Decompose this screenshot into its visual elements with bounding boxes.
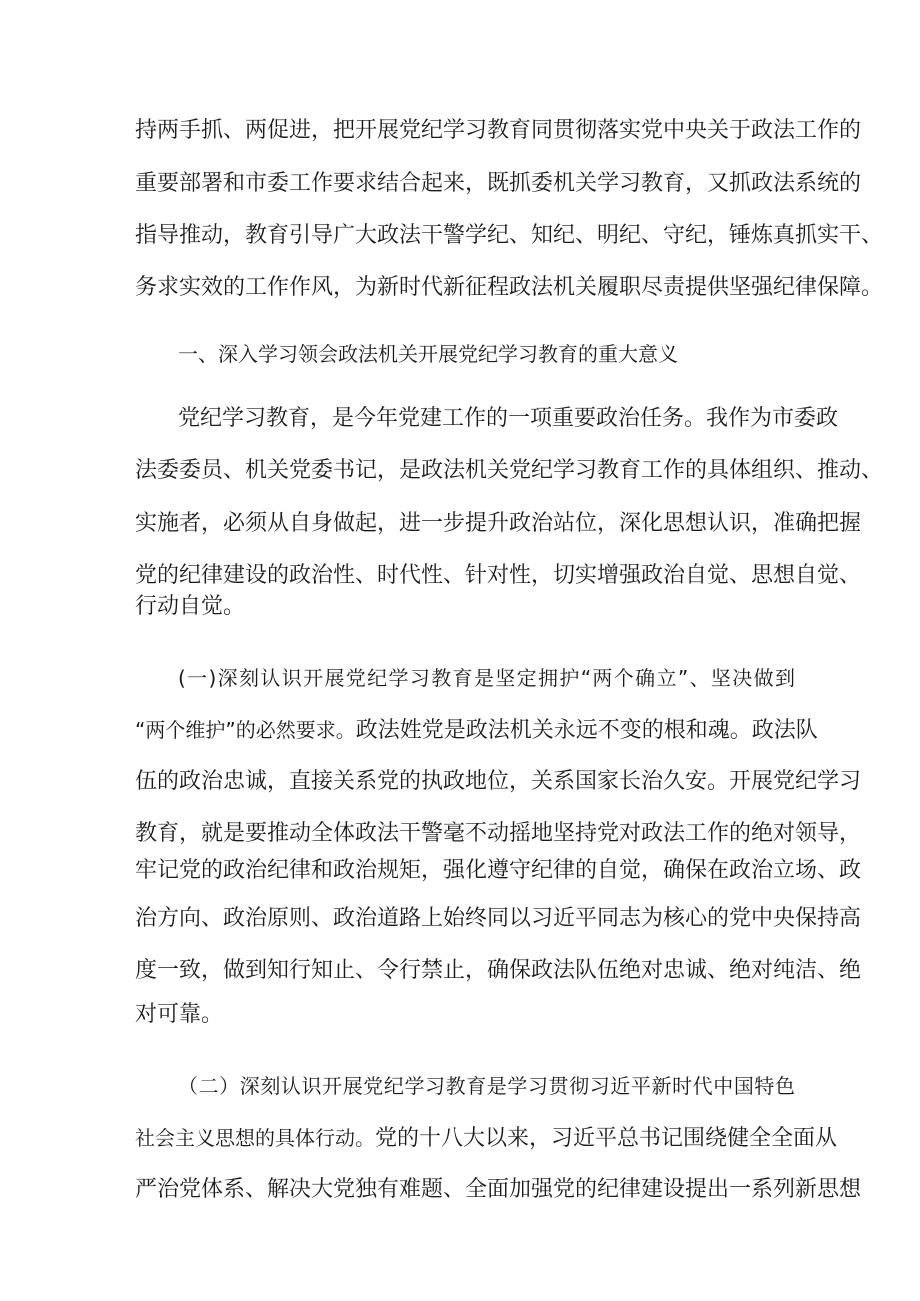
section-heading: 一、深入学习领会政法机关开展党纪学习教育的重大意义: [178, 342, 678, 366]
text-line: 度一致，做到知行知止、令行禁止，确保政法队伍绝对忠诚、绝对纯洁、绝: [135, 958, 862, 983]
text-span: 政法姓党是政法机关永远不变的根和魂。政法队: [355, 718, 818, 743]
subsection-lead-line: （二）深刻认识开展党纪学习教育是学习贯彻习近平新时代中国特色: [178, 1074, 795, 1098]
text-line: 教育，就是要推动全体政法干警毫不动摇地坚持党对政法工作的绝对领导，: [135, 821, 862, 846]
text-line: 法委委员、机关党委书记，是政法机关党纪学习教育工作的具体组织、推动、: [135, 458, 884, 483]
text-line: [135, 1124, 838, 1152]
text-line: 党纪学习教育，是今年党建工作的一项重要政治任务。我作为市委政: [178, 406, 839, 431]
text-line: 牢记党的政治纪律和政治规矩，强化遵守纪律的自觉，确保在政治立场、政: [135, 858, 862, 883]
text-line: 重要部署和市委工作要求结合起来，既抓委机关学习教育，又抓政法系统的: [135, 171, 862, 196]
subsection-lead-line: (一)深刻认识开展党纪学习教育是坚定拥护“两个确立”、坚决做到: [178, 666, 795, 690]
subsection-title-tail: “两个维护”的必然要求。: [135, 718, 356, 742]
text-line: 持两手抓、两促进，把开展党纪学习教育同贯彻落实党中央关于政法工作的: [135, 118, 862, 143]
text-line: 指导推动，教育引导广大政法干警学纪、知纪、明纪、守纪，锤炼真抓实干、: [135, 223, 884, 248]
text-line: 严治党体系、解决大党独有难题、全面加强党的纪律建设提出一系列新思想: [135, 1177, 862, 1202]
text-span: 党的十八大以来，习近平总书记围绕健全全面从: [375, 1126, 838, 1151]
subsection-title-tail: 社会主义思想的具体行动。: [135, 1126, 375, 1150]
text-line: [135, 716, 818, 744]
text-line: 治方向、政治原则、政治道路上始终同以习近平同志为核心的党中央保持高: [135, 906, 862, 931]
text-line: 对可靠。: [135, 1002, 224, 1027]
text-line: 务求实效的工作作风，为新时代新征程政法机关履职尽责提供坚强纪律保障。: [135, 275, 884, 300]
text-line: 伍的政治忠诚，直接关系党的执政地位，关系国家长治久安。开展党纪学习: [135, 769, 862, 794]
text-line: 实施者，必须从自身做起，进一步提升政治站位，深化思想认识，准确把握: [135, 511, 862, 536]
text-line: 党的纪律建设的政治性、时代性、针对性，切实增强政治自觉、思想自觉、: [135, 563, 862, 588]
text-line: 行动自觉。: [135, 594, 246, 619]
